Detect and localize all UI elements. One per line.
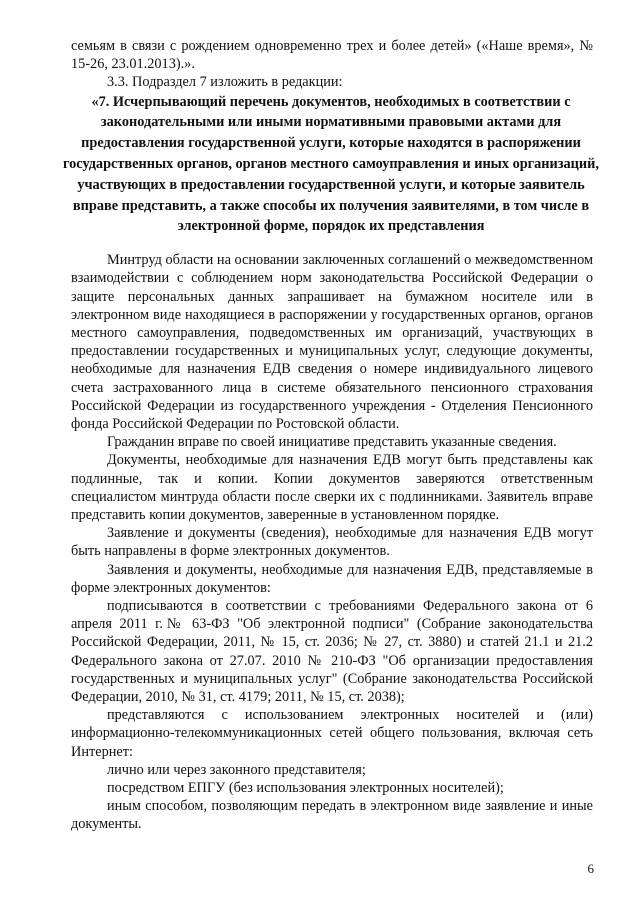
document-page	[63, 37, 599, 834]
paragraph: Документы, необходимые для назначения ЕДВ могут быть представлены как подлинные, так и копии. Копии документов заверяются ответственным специалистом минтруда области после сверки их с подлинниками. Заявитель вправе представить копии документов, заверенные в установленном порядке.	[71, 452, 593, 524]
list-paragraph: лично или через законного представителя;	[107, 761, 366, 778]
section-heading: «7. Исчерпывающий перечень документов, необходимых в соответствии с законодательными или иными нормативными правовыми актами для предоставления государственной услуги, которые находятся в распоряжении государственных органов, органов местного самоуправления и иных организаций, участвующих в предоставлении государственной услуги, и которые заявитель вправе представить, а также способы их получения заявителями, в том числе в электронной форме, порядок их представления	[63, 93, 599, 235]
list-paragraph: иным способом, позволяющим передать в электронном виде заявление и иные документы.	[71, 798, 593, 833]
list-paragraph: посредством ЕПГУ (без использования электронных носителей);	[107, 780, 504, 797]
paragraph: Минтруд области на основании заключенных соглашений о межведомственном взаимодействии с соблюдением норм законодательства Российской Федерации о защите персональных данных запрашивает на бумажном носителе или в электронном виде находящиеся в распоряжении у государственных органов, органов местного самоуправления, подведомственных им организаций, участвующих в предоставлении государственных и муниципальных услуг, следующие документы, необходимые для назначения ЕДВ сведения о номере индивидуального лицевого счета застрахованного лица в системе обязательного пенсионного страхования Российской Федерации из государственного учреждения - Отделения Пенсионного фонда Российской Федерации по Ростовской области.	[71, 252, 593, 433]
list-paragraph: представляются с использованием электронных носителей и (или) информационно-телекоммуникационных сетей общего пользования, включая сеть Интернет:	[71, 707, 593, 760]
paragraph: Заявления и документы, необходимые для назначения ЕДВ, представляемые в форме электронных документов:	[71, 561, 593, 596]
spacer	[71, 237, 593, 251]
paragraph: Гражданин вправе по своей инициативе представить указанные сведения.	[107, 434, 557, 451]
continuation-text: семьям в связи с рождением одновременно трех и более детей» («Наше время», № 15-26, 23.01.2013).».	[71, 38, 593, 73]
page-number: 6	[587, 861, 594, 876]
subsection-note: 3.3. Подраздел 7 изложить в редакции:	[107, 74, 343, 91]
list-paragraph: подписываются в соответствии с требованиями Федерального закона от 6 апреля 2011 г.№ 63-ФЗ "Об электронной подписи" (Собрание законодательства Российской Федерации, 2011, № 15, ст. 2036; № 27, ст. 3880) и статей 21.1 и 21.2 Федерального закона от 27.07. 2010 № 210-ФЗ "Об организации предоставления государственных и муниципальных услуг" (Собрание законодательства Российской Федерации, 2010, № 31, ст. 4179; 2011, № 15, ст. 2038);	[71, 598, 593, 706]
paragraph: Заявление и документы (сведения), необходимые для назначения ЕДВ могут быть направлены в форме электронных документов.	[71, 525, 593, 560]
